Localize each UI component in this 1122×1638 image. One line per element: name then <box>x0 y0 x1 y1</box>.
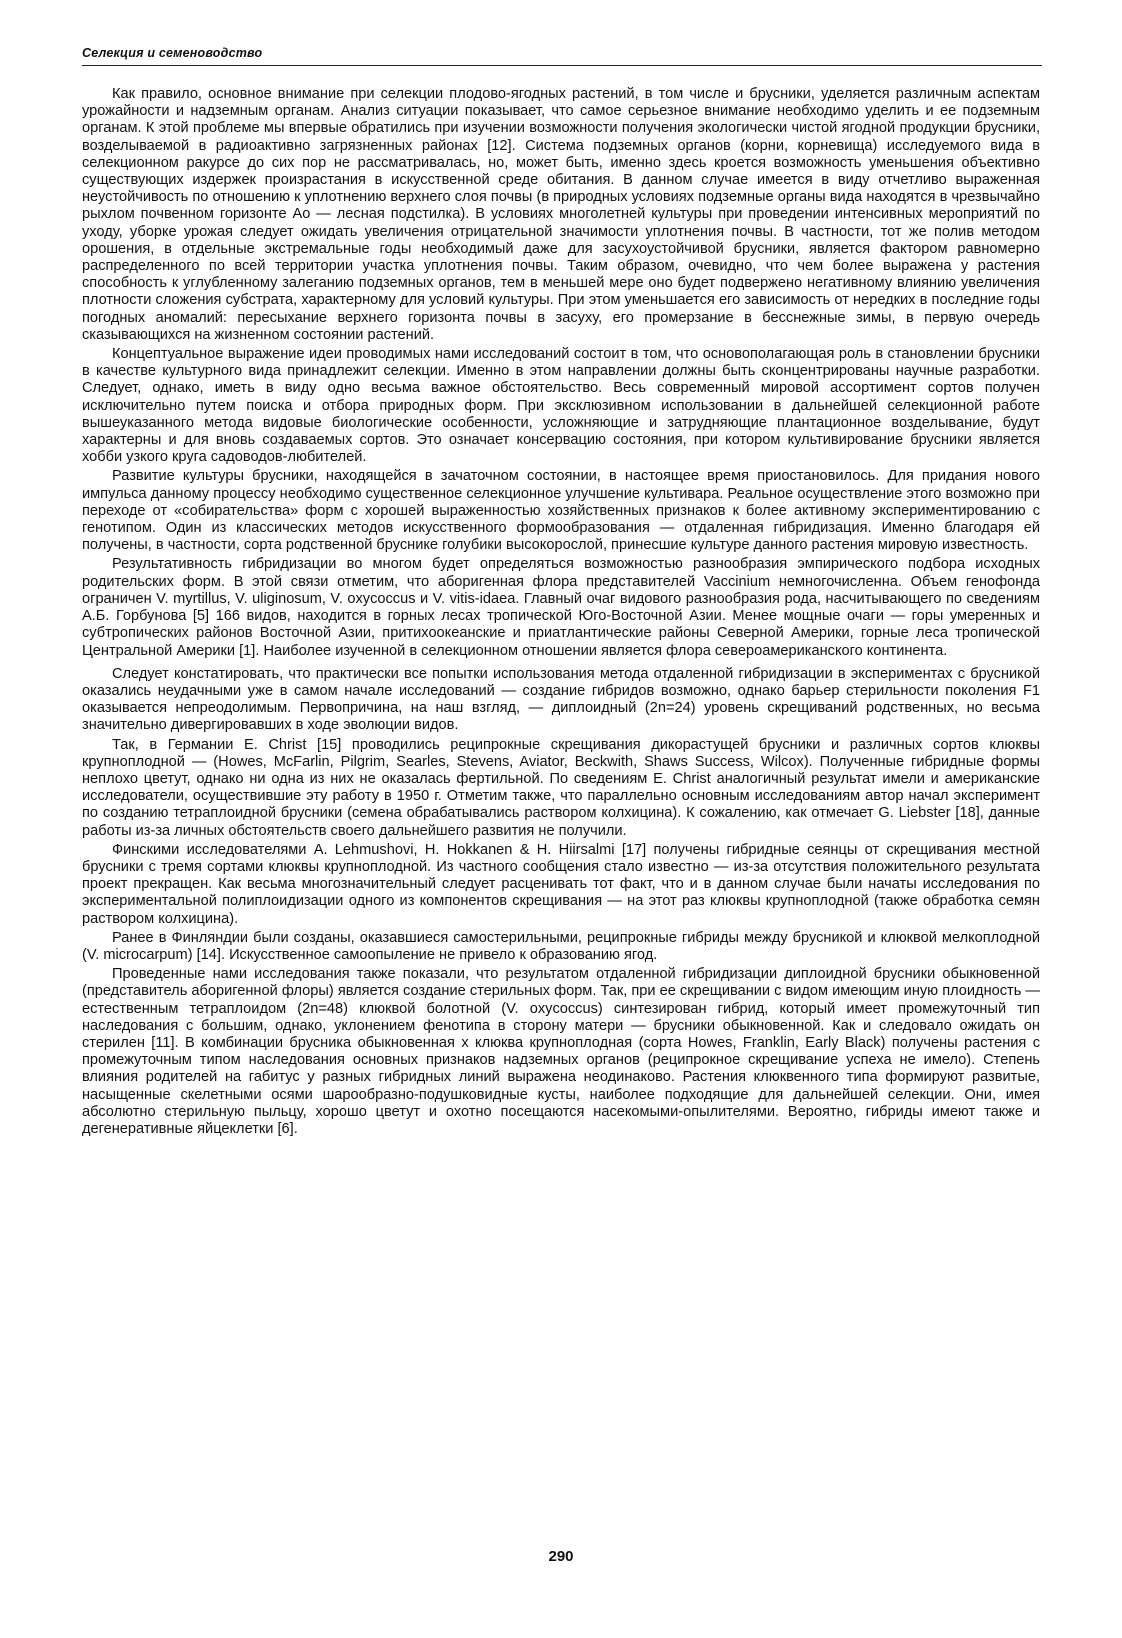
page-number: 290 <box>548 1548 574 1565</box>
article-body <box>82 86 1040 1140</box>
paragraph: Следует констатировать, что практически все попытки использования метода отдаленной гибридизации в экспериментах с брусникой оказались неудачными уже в самом начале исследований — создание гибридов возможно, однако барьер стерильности поколения F1 оказывается непреодолимым. Первопричина, на наш взгляд, — диплоидный (2n=24) уровень скрещиваний родственных, но весьма значительно дивергировавших в ходе эволюции видов. <box>82 665 1040 734</box>
paragraph: Как правило, основное внимание при селекции плодово-ягодных растений, в том числе и брусники, уделяется различным аспектам урожайности и надземным органам. Анализ ситуации показывает, что самое серьезное внимание необходимо уделить и ее подземным органам. К этой проблеме мы впервые обратились при изучении возможности получения экологически чистой ягодной продукции брусники, возделываемой в радиоактивно загрязненных районах [12]. Система подземных органов (корни, корневища) исследуемого вида в селекционном ракурсе до сих пор не рассматривалась, но, может быть, именно здесь кроется возможность уменьшения объективно существующих издержек произрастания в искусственной среде обитания. В данном случае имеется в виду отчетливо выраженная неустойчивость по отношению к уплотнению верхнего слоя почвы (в природных условиях подземные органы вида находятся в чрезвычайно рыхлом почвенном горизонте Ao — лесная подстилка). В условиях многолетней культуры при проведении интенсивных мероприятий по уходу, уборке урожая следует ожидать увеличения отрицательной значимости уплотнения почвы. В частности, тот же полив методом орошения, в отдельные экстремальные годы необходимый даже для засухоустойчивой брусники, является фактором равномерно распределенного по всей территории участка уплотнения почвы. Таким образом, очевидно, что чем более выражена у растения способность к углубленному залеганию подземных органов, тем в меньшей мере оно будет подвержено негативному влиянию увеличения плотности сложения субстрата, характерному для условий культуры. При этом уменьшается его зависимость от нередких в последние годы погодных аномалий: пересыхание верхнего горизонта почвы в засуху, его промерзание в бесснежные зимы, в первую очередь сказывающихся на жизненном состоянии растений. <box>82 86 1040 343</box>
paragraph: Развитие культуры брусники, находящейся в зачаточном состоянии, в настоящее время приостановилось. Для придания нового импульса данному процессу необходимо существенное селекционное улучшение культивара. Реальное осуществление этого возможно при переходе от «собирательства» форм с хорошей выраженностью хозяйственных признаков к более активному экспериментированию с генотипом. Один из классических методов искусственного формообразования — отдаленная гибридизация. Именно благодаря ей получены, в частности, сорта родственной бруснике голубики высокорослой, принесшие культуре данного растения мировую известность. <box>82 468 1040 554</box>
paragraph: Так, в Германии E. Christ [15] проводились реципрокные скрещивания дикорастущей брусники и различных сортов клюквы крупноплодной — (Howes, McFarlin, Pilgrim, Searles, Stevens, Aviator, Beckwith, Shaws Success, Wilcox). Полученные гибридные формы неплохо цветут, однако ни одна из них не оказалась фертильной. По сведениям E. Christ аналогичный результат имели и американские исследователи, осуществившие эту работу в 1950 г. Отметим также, что параллельно основным исследованиям автор начал эксперимент по созданию тетраплоидной брусники (семена обрабатывались раствором колхицина). К сожалению, как отмечает G. Liebster [18], данные работы из-за личных обстоятельств своего дальнейшего развития не получили. <box>82 736 1040 839</box>
paragraph: Ранее в Финляндии были созданы, оказавшиеся самостерильными, реципрокные гибриды между брусникой и клюквой мелкоплодной (V. microcarpum) [14]. Искусственное самоопыление не привело к образованию ягод. <box>82 929 1040 963</box>
paragraph: Финскими исследователями A. Lehmushovi, H. Hokkanen & H. Hiirsalmi [17] получены гибридные сеянцы от скрещивания местной брусники с тремя сортами клюквы крупноплодной. Из частного сообщения стало известно — из-за отсутствия положительного результата проект прекращен. Как весьма многозначительный следует расценивать тот факт, что и в данном случае были начаты исследования по экспериментальной полиплоидизации одного из компонентов скрещивания — на этот раз клюквы крупноплодной (также обработка семян раствором колхицина). <box>82 841 1040 927</box>
paragraph: Проведенные нами исследования также показали, что результатом отдаленной гибридизации диплоидной брусники обыкновенной (представитель аборигенной флоры) является создание стерильных форм. Так, при ее скрещивании с видом имеющим иную плоидность — естественным тетраплоидом (2n=48) клюквой болотной (V. oxycoccus) синтезирован гибрид, который имеет промежуточный тип наследования с большим, однако, уклонением фенотипа в сторону матери — брусники обыкновенной. Как и следовало ожидать он стерилен [11]. В комбинации брусника обыкновенная x клюква крупноплодная (сорта Howes, Franklin, Early Black) получены растения с промежуточным типом наследования основных признаков надземных органов (реципрокное скрещивание успеха не имело). Степень влияния родителей на габитус у разных гибридных линий выражена неодинаково. Растения клюквенного типа формируют развитые, насыщенные скелетными осями шарообразно-подушковидные кусты, наиболее подходящие для дальнейшей селекции. Они, имея абсолютно стерильную пыльцу, хорошо цветут и охотно посещаются насекомыми-опылителями. Вероятно, гибриды имеют также и дегенеративные яйцеклетки [6]. <box>82 966 1040 1137</box>
running-header <box>82 44 1042 66</box>
paragraph: Концептуальное выражение идеи проводимых нами исследований состоит в том, что основополагающая роль в становлении брусники в качестве культурного вида принадлежит селекции. Именно в этом направлении должны быть сконцентрированы научные разработки. Следует, однако, иметь в виду одно весьма важное обстоятельство. Весь современный мировой ассортимент сортов получен исключительно путем поиска и отбора природных форм. При эксклюзивном использовании в дальнейшей селекционной работе вышеуказанного метода видовые биологические особенности, усложняющие и затрудняющие плантационное возделывание, будут характерны и для вновь создаваемых сортов. Это означает консервацию состояния, при котором культивирование брусники является хобби узкого круга садоводов-любителей. <box>82 346 1040 466</box>
running-title: Селекция и семеноводство <box>82 46 263 60</box>
paragraph: Результативность гибридизации во многом будет определяться возможностью разнообразия эмпирического подбора исходных родительских форм. В этой связи отметим, что аборигенная флора представителей Vaccinium немногочисленна. Объем генофонда ограничен V. myrtillus, V. uliginosum, V. oxycoccus и V. vitis-idaea. Главный очаг видового разнообразия рода, насчитывающего по сведениям А.Б. Горбунова [5] 166 видов, находится в горных лесах тропической Юго-Восточной Азии. Менее мощные очаги — горы умеренных и субтропических районов Восточной Азии, притихоокеанские и приатлантические районы Северной Америки, горные леса тропической Центральной Америки [1]. Наиболее изученной в селекционном отношении является флора североамериканского континента. <box>82 556 1040 659</box>
